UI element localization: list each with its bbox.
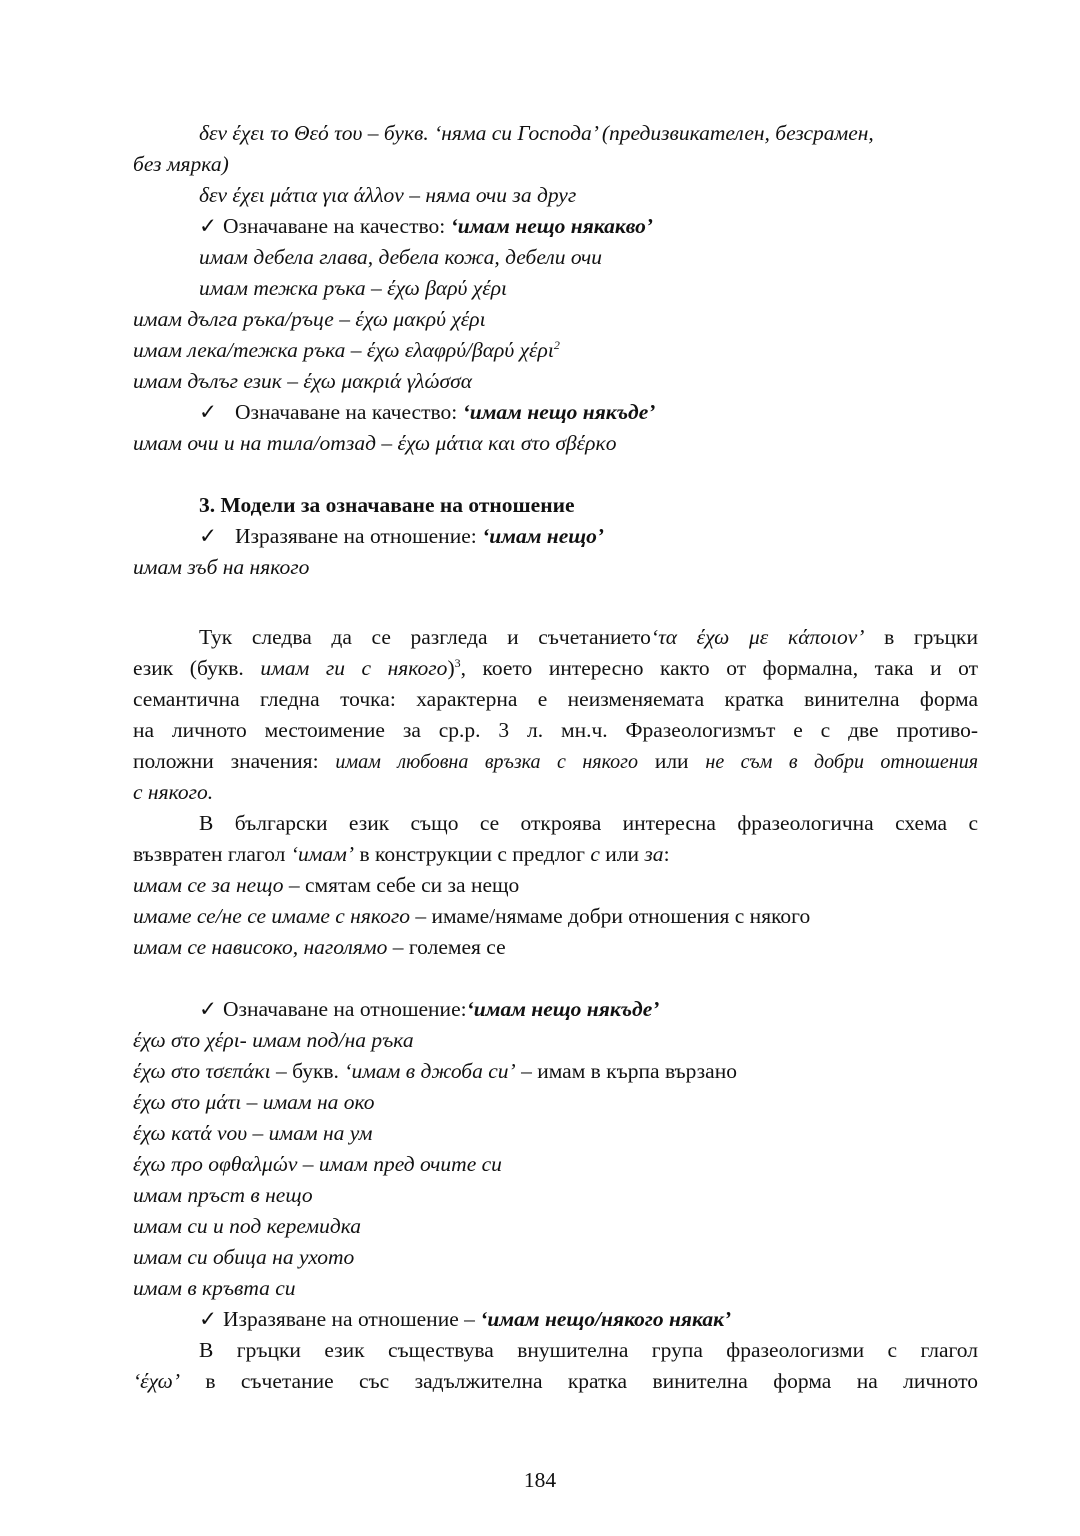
bullet-quality-something <box>133 211 978 242</box>
bullet-attitude-somewhere <box>133 994 978 1025</box>
bullet-attitude-somehow <box>133 1304 978 1335</box>
checkmark-icon: ✓ <box>199 524 218 548</box>
bullet-emphasis: ‘имам нещо някъде’ <box>462 400 656 424</box>
paragraph-line: с някого. <box>133 780 214 804</box>
line-greek-god: δεν έχει το Θεό του – букв. ‘няма си Господа’ (предизвикателен, безсрамен, <box>199 121 874 145</box>
example-line: имам очи и на тила/отзад – έχω μάτια και στο σβέρκο <box>133 431 617 455</box>
paragraph-line: възвратен глагол ‘имам’ в конструкции с предлог с или за: <box>133 842 670 866</box>
example-line: έχω στο μάτι – имам на око <box>133 1090 375 1114</box>
paragraph-line: на личното местоимение за ср.р. 3 л. мн.ч. Фразеологизмът е с две противо- <box>133 718 978 742</box>
bullet-emphasis: ‘имам нещо’ <box>482 524 605 548</box>
example-line: имам дълга ръка/ръце – έχω μακρύ χέρι <box>133 307 486 331</box>
example-line: имам си обица на ухото <box>133 1245 355 1269</box>
bullet-emphasis: ‘имам нещо някъде’ <box>466 997 660 1021</box>
example-line: έχω προ οφθαλμών – имам пред очите си <box>133 1152 502 1176</box>
example-line: имам тежка ръка – έχω βαρύ χέρι <box>199 276 507 300</box>
bullet-label: Изразяване на отношение: <box>235 524 483 548</box>
example-line: имам дълъг език – έχω μακριά γλώσσα <box>133 369 472 393</box>
example-line: έχω στο τσεπάκι – букв. ‘имам в джоба си’ – имам в кърпа вързано <box>133 1059 737 1083</box>
bullet-attitude-something <box>133 521 978 552</box>
example-line: имаме се/не се имаме с някого – имаме/нямаме добри отношения с някого <box>133 904 811 928</box>
example-line: имам се за нещо – смятам себе си за нещо <box>133 873 520 897</box>
paragraph-line: В гръцки език съществува внушителна група фразеологизми с глагол <box>199 1338 978 1362</box>
example-line: имам дебела глава, дебела кожа, дебели очи <box>199 245 603 269</box>
checkmark-icon: ✓ <box>199 400 218 424</box>
section-heading: 3. Модели за означаване на отношение <box>199 493 575 517</box>
line-greek-god-cont: без мярка) <box>133 152 229 176</box>
bullet-label: Означаване на отношение: <box>223 997 467 1021</box>
paragraph-line: семантична гледна точка: характерна е неизменяемата кратка винителна форма <box>133 687 978 711</box>
example-line: имам се нависоко, наголямо – големея се <box>133 935 506 959</box>
example-line: имам зъб на някого <box>133 555 310 579</box>
example-line: έχω κατά νου – имам на ум <box>133 1121 373 1145</box>
bullet-label: Изразяване на отношение – <box>223 1307 481 1331</box>
paragraph-line: Тук следва да се разгледа и съчетанието‘τα έχω με κάποιον’ в гръцки <box>199 625 979 649</box>
page-number: 184 <box>523 1468 557 1492</box>
example-line <box>133 335 978 366</box>
bullet-emphasis: ‘имам нещо/някого някак’ <box>480 1307 732 1331</box>
bullet-quality-somewhere <box>133 397 978 428</box>
bullet-label: Означаване на качество: <box>223 214 451 238</box>
bullet-emphasis: ‘имам нещо някакво’ <box>450 214 654 238</box>
example-line: имам пръст в нещо <box>133 1183 313 1207</box>
footnote-ref: 3 <box>454 655 461 670</box>
paragraph-line: ‘έχω’ в съчетание със задължителна кратка винителна форма на личното <box>133 1369 978 1393</box>
example-text: имам лека/тежка ръка – έχω ελαφρύ/βαρύ χέρι <box>133 338 554 362</box>
paragraph-line: В български език също се откроява интересна фразеологична схема с <box>199 811 978 835</box>
checkmark-icon: ✓ <box>199 214 218 238</box>
checkmark-icon: ✓ <box>199 1307 218 1331</box>
checkmark-icon: ✓ <box>199 997 218 1021</box>
page-body <box>133 118 978 1397</box>
line-greek-eyes: δεν έχει μάτια για άλλον – няма очи за друг <box>199 183 577 207</box>
bullet-label: Означаване на качество: <box>235 400 463 424</box>
footnote-ref: 2 <box>553 337 560 352</box>
example-line: имам си и под керемидка <box>133 1214 362 1238</box>
paragraph-line: положни значения: имам любовна връзка с някого или не съм в добри отношения <box>133 749 978 773</box>
example-line: имам в кръвта си <box>133 1276 296 1300</box>
paragraph-line: език (букв. имам ги с някого)$^3$, което интересно както от формална, така и от <box>133 655 978 680</box>
example-line: έχω στο χέρι- имам под/на ръка <box>133 1028 414 1052</box>
